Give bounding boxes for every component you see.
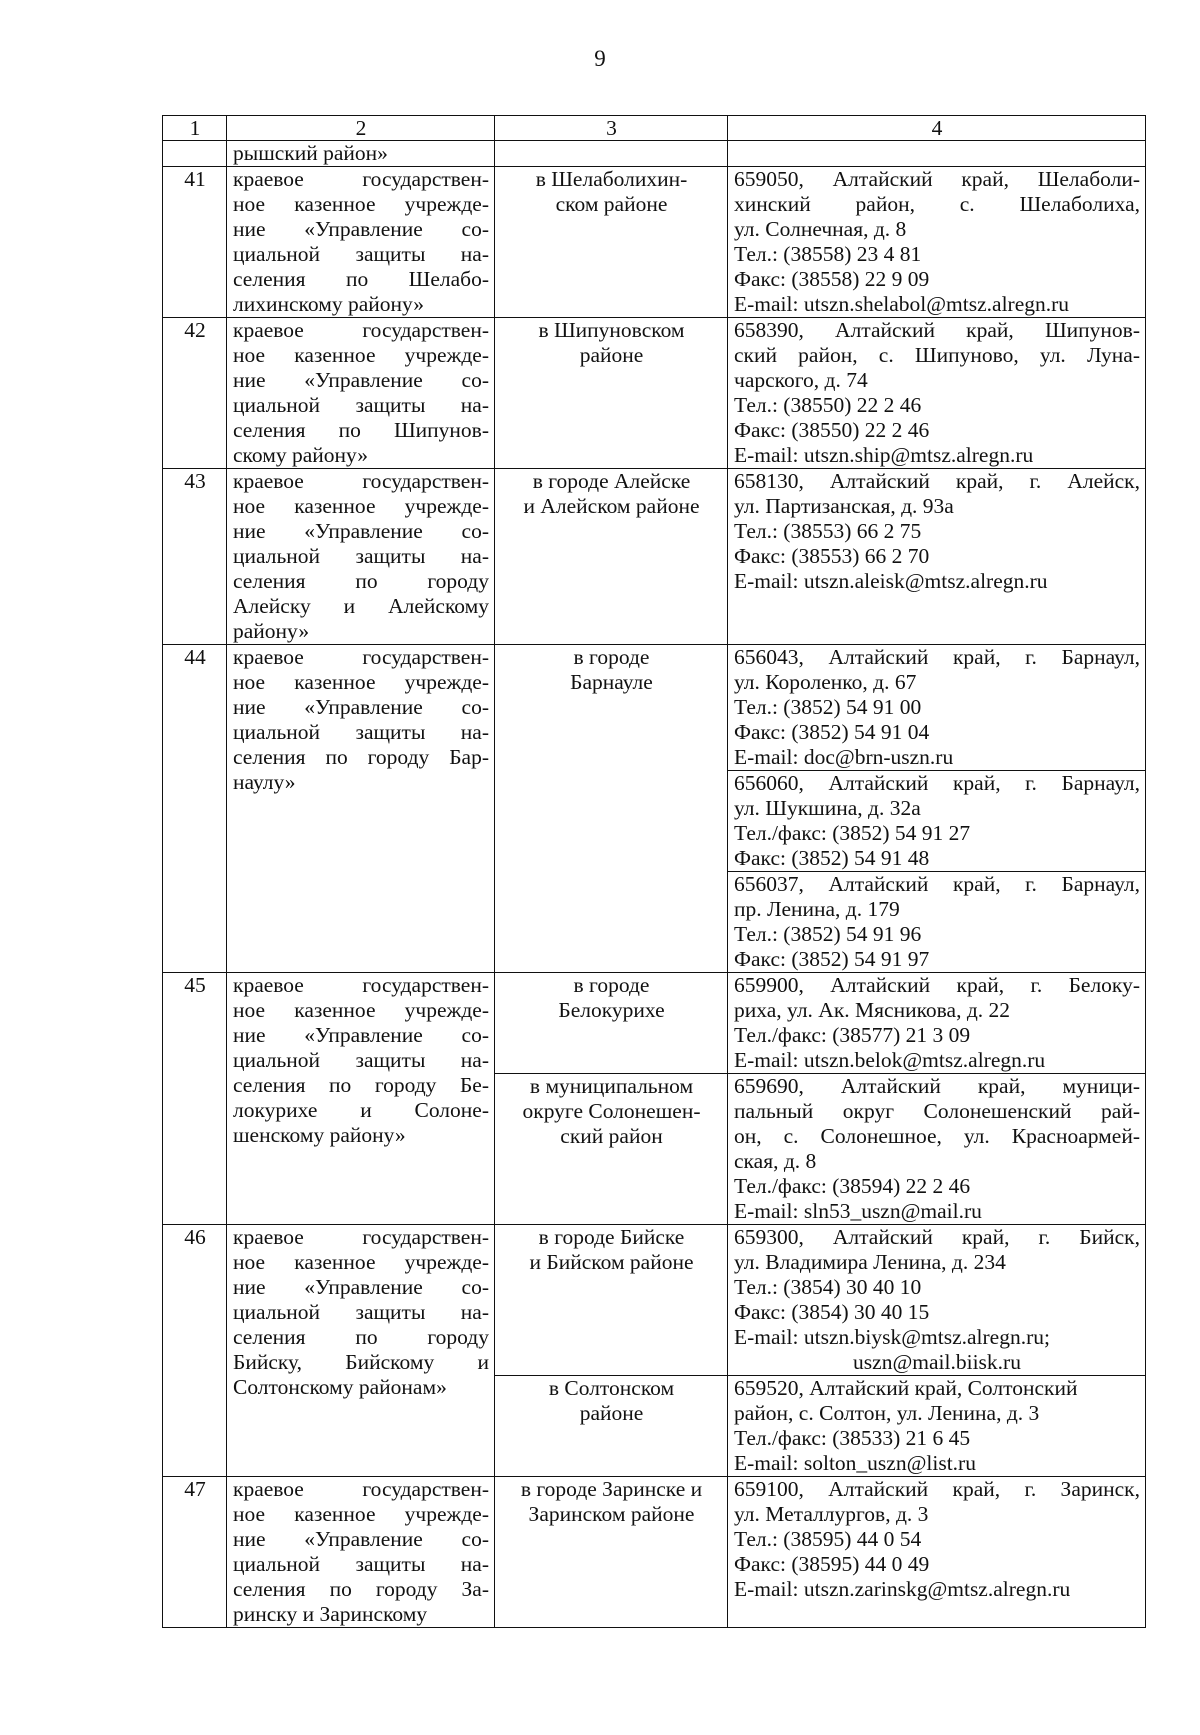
continuation-contact — [728, 141, 1146, 167]
contact-details — [728, 1074, 1146, 1225]
organization-name — [227, 167, 495, 318]
text-line: 656043, Алтайский край, г. Барнаул, — [734, 645, 1140, 669]
table-row — [163, 318, 1146, 469]
text-line: Тел.: (38553) 66 2 75 — [734, 519, 922, 543]
text-line: хинский район, с. Шелаболиха, — [734, 192, 1140, 216]
header-row — [163, 116, 1146, 141]
text-line: району» — [233, 619, 310, 643]
organization-name — [227, 645, 495, 973]
text-line: округе Солонешен- — [522, 1099, 701, 1123]
text-line: пр. Ленина, д. 179 — [734, 897, 900, 921]
text-line: Тел.: (38550) 22 2 46 — [734, 393, 922, 417]
contact-details — [728, 973, 1146, 1074]
text-line: Тел.: (38558) 23 4 81 — [734, 242, 922, 266]
text-line: ул. Шукшина, д. 32а — [734, 796, 921, 820]
text-line: Тел./факс: (3852) 54 91 27 — [734, 821, 971, 845]
text-line: селения по городу Бар- — [233, 745, 489, 769]
table-body — [163, 116, 1146, 1628]
text-line: Белокурихе — [558, 998, 665, 1022]
row-number: 45 — [163, 973, 227, 1225]
continuation-org: рышский район» — [227, 141, 495, 167]
text-line: 659900, Алтайский край, г. Белоку- — [734, 973, 1140, 997]
text-line: 656060, Алтайский край, г. Барнаул, — [734, 771, 1140, 795]
contact-details — [728, 469, 1146, 645]
text-line: ние «Управление со- — [233, 217, 489, 241]
text-line: селения по Шелабо- — [233, 267, 489, 291]
text-line: циальной защиты на- — [233, 1048, 489, 1072]
contact-details — [728, 1225, 1146, 1376]
text-line: лихинскому району» — [233, 292, 425, 316]
row-number: 47 — [163, 1477, 227, 1628]
text-line: ние «Управление со- — [233, 368, 489, 392]
text-line: в Шелаболихин- — [535, 167, 688, 191]
text-line: ский район — [560, 1124, 663, 1148]
text-line: циальной защиты на- — [233, 720, 489, 744]
text-line: пальный округ Солонешенский рай- — [734, 1099, 1140, 1123]
service-area — [495, 318, 728, 469]
text-line: ние «Управление со- — [233, 1275, 489, 1299]
text-line: Тел.: (38595) 44 0 54 — [734, 1527, 922, 1551]
text-line: 659100, Алтайский край, г. Заринск, — [734, 1477, 1140, 1501]
text-line: Факс: (38595) 44 0 49 — [734, 1552, 930, 1576]
text-line: 656037, Алтайский край, г. Барнаул, — [734, 872, 1140, 896]
text-line: ул. Партизанская, д. 93а — [734, 494, 954, 518]
text-line: циальной защиты на- — [233, 393, 489, 417]
text-line: 659300, Алтайский край, г. Бийск, — [734, 1225, 1140, 1249]
row-number: 46 — [163, 1225, 227, 1477]
text-line: наулу» — [233, 770, 296, 794]
text-line: ул. Владимира Ленина, д. 234 — [734, 1250, 1006, 1274]
text-line: E-mail: doc@brn-uszn.ru — [734, 745, 954, 769]
text-line: краевое государствен- — [233, 1225, 489, 1249]
text-line: E-mail: utszn.shelabol@mtsz.alregn.ru — [734, 292, 1070, 316]
contact-details — [728, 645, 1146, 771]
text-line: 659050, Алтайский край, Шелаболи- — [734, 167, 1140, 191]
text-line: Бийску, Бийскому и — [233, 1350, 489, 1374]
text-line: селения по городу — [233, 569, 489, 593]
text-line: шенскому району» — [233, 1123, 406, 1147]
text-line: ное казенное учрежде- — [233, 494, 489, 518]
text-line: E-mail: utszn.ship@mtsz.alregn.ru — [734, 443, 1034, 467]
text-line: ное казенное учрежде- — [233, 998, 489, 1022]
text-line: ние «Управление со- — [233, 1527, 489, 1551]
text-line: селения по городу Бе- — [233, 1073, 489, 1097]
continuation-area — [495, 141, 728, 167]
text-line: в городе Алейске — [532, 469, 691, 493]
text-line: краевое государствен- — [233, 469, 489, 493]
text-line: Алейску и Алейскому — [233, 594, 489, 618]
text-line: 659690, Алтайский край, муници- — [734, 1074, 1140, 1098]
contact-details — [728, 318, 1146, 469]
text-line: краевое государствен- — [233, 167, 489, 191]
service-area — [495, 167, 728, 318]
text-line: селения по Шипунов- — [233, 418, 489, 442]
service-area — [495, 973, 728, 1074]
text-line: в городе Бийске — [538, 1225, 685, 1249]
text-line: и Алейском районе — [523, 494, 700, 518]
contact-details — [728, 771, 1146, 872]
header-col-3: 3 — [495, 116, 728, 141]
text-line: в Солтонском — [548, 1376, 675, 1400]
text-line: Тел.: (3854) 30 40 10 — [734, 1275, 922, 1299]
continuation-num — [163, 141, 227, 167]
text-line: E-mail: utszn.aleisk@mtsz.alregn.ru — [734, 569, 1048, 593]
text-line: в городе Заринске и — [520, 1477, 703, 1501]
text-line: ное казенное учрежде- — [233, 343, 489, 367]
service-area — [495, 1225, 728, 1376]
text-line: районе — [579, 1401, 644, 1425]
contact-details — [728, 1477, 1146, 1628]
text-line: Тел./факс: (38533) 21 6 45 — [734, 1426, 971, 1450]
header-col-1: 1 — [163, 116, 227, 141]
text-line: Барнауле — [570, 670, 653, 694]
text-line: 658390, Алтайский край, Шипунов- — [734, 318, 1140, 342]
continuation-row — [163, 141, 1146, 167]
text-line: Факс: (38550) 22 2 46 — [734, 418, 930, 442]
text-line: он, с. Солонешное, ул. Красноармей- — [734, 1124, 1140, 1148]
text-line: краевое государствен- — [233, 645, 489, 669]
text-line: ул. Солнечная, д. 8 — [734, 217, 907, 241]
text-line: краевое государствен- — [233, 1477, 489, 1501]
row-number: 43 — [163, 469, 227, 645]
text-line: ринску и Заринскому — [233, 1602, 428, 1626]
text-line: Факс: (3854) 30 40 15 — [734, 1300, 930, 1324]
service-area — [495, 1376, 728, 1477]
text-line: ное казенное учрежде- — [233, 192, 489, 216]
text-line: E-mail: utszn.belok@mtsz.alregn.ru — [734, 1048, 1046, 1072]
text-line: в муниципальном — [529, 1074, 694, 1098]
organization-name — [227, 1225, 495, 1477]
header-col-4: 4 — [728, 116, 1146, 141]
text-line: Тел./факс: (38577) 21 3 09 — [734, 1023, 971, 1047]
organization-name — [227, 973, 495, 1225]
offices-table — [162, 115, 1146, 1628]
text-line: краевое государствен- — [233, 318, 489, 342]
text-line: скому району» — [233, 443, 369, 467]
row-number: 42 — [163, 318, 227, 469]
organization-name — [227, 469, 495, 645]
text-line: ние «Управление со- — [233, 1023, 489, 1047]
text-line: районе — [579, 343, 644, 367]
text-line: ное казенное учрежде- — [233, 1502, 489, 1526]
text-line: и Бийском районе — [529, 1250, 694, 1274]
text-line: 658130, Алтайский край, г. Алейск, — [734, 469, 1140, 493]
text-line: E-mail: utszn.biysk@mtsz.alregn.ru; — [734, 1325, 1050, 1349]
table-row — [163, 167, 1146, 318]
text-line: 659520, Алтайский край, Солтонский — [734, 1376, 1078, 1400]
text-line: чарского, д. 74 — [734, 368, 868, 392]
table-row — [163, 645, 1146, 771]
organization-name — [227, 1477, 495, 1628]
text-line: ул. Короленко, д. 67 — [734, 670, 917, 694]
contact-details — [728, 1376, 1146, 1477]
text-line: ский район, с. Шипуново, ул. Луна- — [734, 343, 1140, 367]
organization-name — [227, 318, 495, 469]
text-line: uszn@mail.biisk.ru — [853, 1350, 1021, 1374]
text-line: циальной защиты на- — [233, 1552, 489, 1576]
text-line: ние «Управление со- — [233, 695, 489, 719]
service-area — [495, 1477, 728, 1628]
service-area — [495, 469, 728, 645]
text-line: ное казенное учрежде- — [233, 1250, 489, 1274]
text-line: циальной защиты на- — [233, 1300, 489, 1324]
row-number: 44 — [163, 645, 227, 973]
text-line: Факс: (38558) 22 9 09 — [734, 267, 930, 291]
text-line: в Шипуновском — [538, 318, 685, 342]
row-number: 41 — [163, 167, 227, 318]
text-line: локурихе и Солоне- — [233, 1098, 489, 1122]
table-row — [163, 1225, 1146, 1376]
text-line: риха, ул. Ак. Мясникова, д. 22 — [734, 998, 1011, 1022]
text-line: ул. Металлургов, д. 3 — [734, 1502, 929, 1526]
text-line: Факс: (3852) 54 91 04 — [734, 720, 930, 744]
text-line: циальной защиты на- — [233, 242, 489, 266]
table-row — [163, 973, 1146, 1074]
text-line: Факс: (3852) 54 91 48 — [734, 846, 930, 870]
contact-details — [728, 872, 1146, 973]
table-row — [163, 469, 1146, 645]
text-line: циальной защиты на- — [233, 544, 489, 568]
table-row — [163, 1477, 1146, 1628]
text-line: Заринском районе — [528, 1502, 695, 1526]
text-line: Факс: (3852) 54 91 97 — [734, 947, 930, 971]
service-area — [495, 645, 728, 973]
text-line: E-mail: sln53_uszn@mail.ru — [734, 1199, 982, 1223]
text-line: район, с. Солтон, ул. Ленина, д. 3 — [734, 1401, 1040, 1425]
text-line: в городе — [573, 645, 650, 669]
text-line: ском районе — [555, 192, 668, 216]
text-line: Факс: (38553) 66 2 70 — [734, 544, 930, 568]
contact-details — [728, 167, 1146, 318]
service-area — [495, 1074, 728, 1225]
text-line: E-mail: solton_uszn@list.ru — [734, 1451, 976, 1475]
text-line: E-mail: utszn.zarinskg@mtsz.alregn.ru — [734, 1577, 1071, 1601]
text-line: Солтонскому районам» — [233, 1375, 447, 1399]
text-line: ская, д. 8 — [734, 1149, 817, 1173]
text-line: Тел.: (3852) 54 91 00 — [734, 695, 922, 719]
text-line: краевое государствен- — [233, 973, 489, 997]
page-number: 9 — [594, 46, 606, 71]
text-line: ние «Управление со- — [233, 519, 489, 543]
text-line: ное казенное учрежде- — [233, 670, 489, 694]
text-line: селения по городу За- — [233, 1577, 489, 1601]
text-line: в городе — [573, 973, 650, 997]
text-line: Тел.: (3852) 54 91 96 — [734, 922, 922, 946]
header-col-2: 2 — [227, 116, 495, 141]
text-line: селения по городу — [233, 1325, 489, 1349]
text-line: Тел./факс: (38594) 22 2 46 — [734, 1174, 971, 1198]
